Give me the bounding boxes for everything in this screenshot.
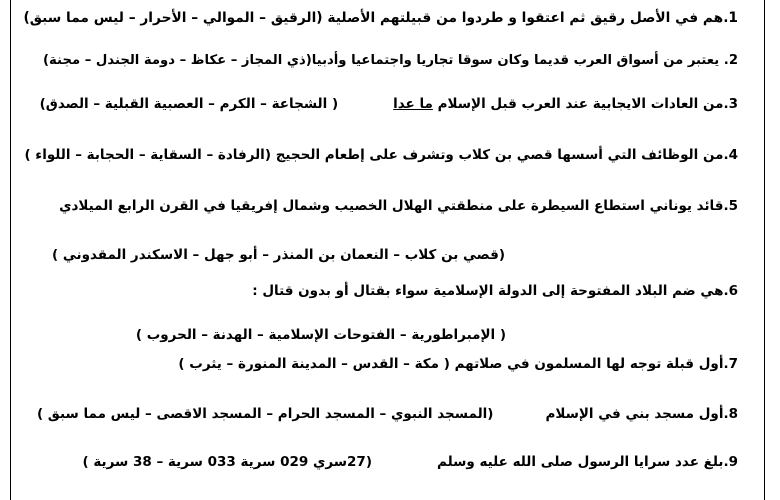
answer-options: ( الشجاعة – الكرم – العصبية القبلية – الصدق) (39, 96, 339, 112)
answer-options: (ذي المجاز – عكاظ – دومة الجندل – مجنة) (43, 53, 312, 68)
question-number: 4 (728, 147, 738, 163)
question-text: من العادات الايجابية عند العرب قبل الإسلام (437, 96, 724, 112)
question-5-options (52, 246, 505, 264)
left-border-line (10, 0, 11, 500)
question-text: أول قبلة توجه لها المسلمون في صلاتهم (454, 356, 724, 372)
answer-options: ( مكة – القدس – المدينة المنورة – يثرب ) (178, 356, 450, 372)
question-number: 6 (728, 283, 738, 299)
question-number: 5 (728, 198, 738, 214)
right-border-line (764, 0, 765, 500)
question-number: 7 (728, 356, 738, 372)
question-number: 3 (728, 96, 738, 112)
question-6-options (136, 326, 506, 344)
answer-options: (المسجد النبوي – المسجد الحرام – المسجد الاقصى – ليس مما سبق ) (36, 406, 494, 422)
question-6: 6.هي ضم البلاد المفتوحة إلى الدولة الإسلامية سواء بقتال أو بدون قتال : (252, 283, 738, 299)
question-7: 7.أول قبلة توجه لها المسلمون في صلاتهم ( مكة – القدس – المدينة المنورة – يثرب ) (178, 356, 738, 372)
question-number: 2 (728, 53, 738, 68)
question-text: يعتبر من أسواق العرب قديما وكان سوقا تجاريا واجتماعيا وأدبيا (311, 53, 720, 68)
underlined-keyword: ما عدا (393, 96, 433, 112)
question-number: 8 (728, 406, 738, 422)
question-1: 1.هم في الأصل رقيق ثم اعتقوا و طردوا من قبيلتهم الأصلية (الرقيق – الموالي – الأحرار – ليس مما سبق) (23, 10, 738, 26)
question-text: هي ضم البلاد المفتوحة إلى الدولة الإسلامية سواء بقتال أو بدون قتال : (252, 283, 724, 299)
answer-options: ( الإمبراطورية – الفتوحات الإسلامية – الهدنة – الحروب ) (135, 327, 506, 343)
question-number: 9 (728, 454, 738, 470)
question-text: هم في الأصل رقيق ثم اعتقوا و طردوا من قبيلتهم الأصلية (327, 10, 724, 26)
question-text: أول مسجد بني في الإسلام (545, 406, 724, 422)
question-text: قائد يوناني استطاع السيطرة على منطقتي الهلال الخصيب وشمال إفريقيا في القرن الرابع الميلادي (59, 198, 724, 214)
question-5: 5.قائد يوناني استطاع السيطرة على منطقتي الهلال الخصيب وشمال إفريقيا في القرن الرابع الميلادي (59, 198, 738, 214)
question-8: 8.أول مسجد بني في الإسلام(المسجد النبوي – المسجد الحرام – المسجد الاقصى – ليس مما سبق ) (36, 406, 738, 422)
question-4: 4.من الوظائف التي أسسها قصي بن كلاب وتشرف على إطعام الحجيج (الرفادة – السقاية – الحجابة – اللواء ) (24, 147, 738, 163)
question-text: من الوظائف التي أسسها قصي بن كلاب وتشرف على إطعام الحجيج (275, 147, 724, 163)
question-9: 9.بلغ عدد سرايا الرسول صلى الله عليه وسلم(27سري 029 سرية 033 سرية – 38 سرية ) (82, 454, 738, 470)
question-text: بلغ عدد سرايا الرسول صلى الله عليه وسلم (437, 454, 724, 470)
answer-options: (قصي بن كلاب – النعمان بن المنذر – أبو جهل – الاسكندر المقدوني ) (51, 247, 505, 263)
answer-options: (الرفادة – السقاية – الحجابة – اللواء ) (24, 147, 271, 163)
answer-options: (27سري 029 سرية 033 سرية – 38 سرية ) (82, 454, 372, 470)
question-2: 2. يعتبر من أسواق العرب قديما وكان سوقا تجاريا واجتماعيا وأدبيا(ذي المجاز – عكاظ – دومة الجندل – مجنة) (43, 53, 738, 68)
answer-options: (الرقيق – الموالي – الأحرار – ليس مما سبق) (23, 10, 323, 26)
question-number: 1 (728, 10, 738, 26)
question-3: 3.من العادات الايجابية عند العرب قبل الإسلام ما عدا( الشجاعة – الكرم – العصبية القبلية – الصدق) (39, 96, 738, 112)
